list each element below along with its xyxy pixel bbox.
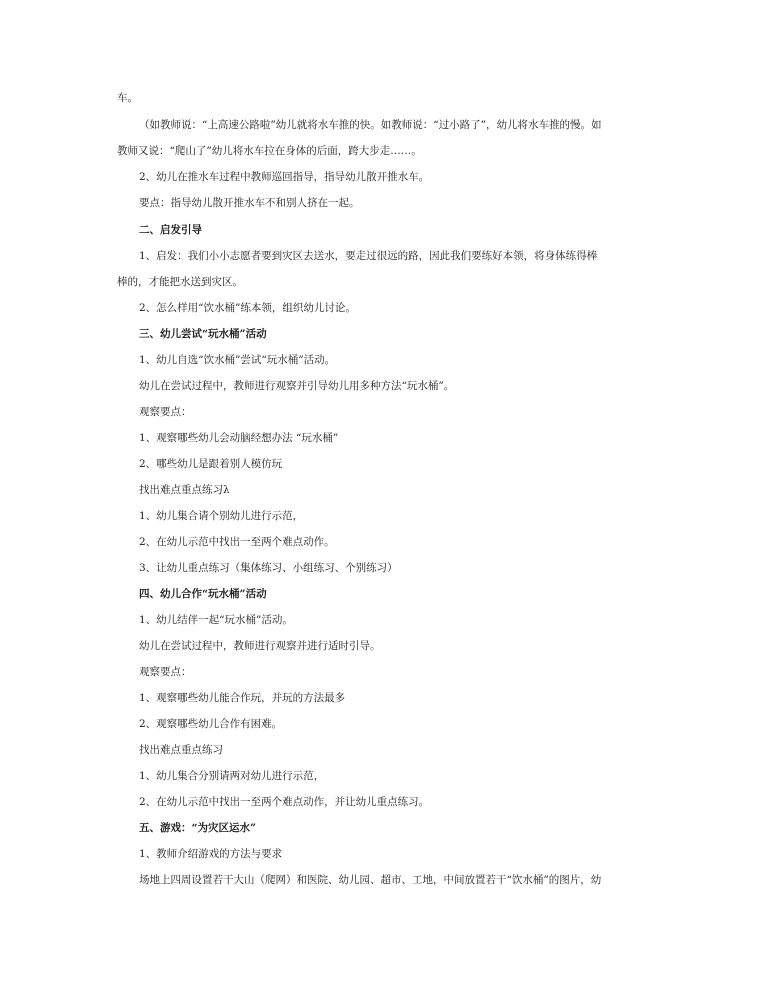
text-line: 棒的，才能把水送到灾区。 <box>117 276 243 288</box>
text-line: 场地上四周设置若干大山（爬网）和医院、幼儿园、超市、工地，中间放置若干“饮水桶”的图片，幼 <box>139 874 602 886</box>
text-line: 1、幼儿结伴一起“玩水桶”活动。 <box>139 614 293 626</box>
text-line: （如教师说：“上高速公路啦”幼儿就将水车推的快。如教师说：“过小路了”，幼儿将水车推的慢。如 <box>139 119 602 131</box>
text-line: 1、观察哪些幼儿能合作玩，并玩的方法最多 <box>139 692 346 704</box>
text-line: 观察要点： <box>139 666 192 678</box>
section-heading: 四、幼儿合作“玩水桶”活动 <box>139 588 267 600</box>
section-heading: 五、游戏：“为灾区运水” <box>139 822 257 834</box>
text-line: 2、观察哪些幼儿合作有困难。 <box>139 718 283 730</box>
text-line: 1、幼儿集合请个别幼儿进行示范， <box>139 510 304 522</box>
text-line: 1、观察哪些幼儿会动脑经想办法 “玩水桶” <box>139 432 339 444</box>
section-heading: 三、幼儿尝试“玩水桶”活动 <box>139 328 267 340</box>
text-line: 2、幼儿在推水车过程中教师巡回指导，指导幼儿散开推水车。 <box>139 171 430 183</box>
text-line: 幼儿在尝试过程中，教师进行观察并引导幼儿用多种方法“玩水桶”。 <box>139 380 455 392</box>
text-line: 车。 <box>117 92 138 104</box>
text-line: 找出难点重点练习λ <box>139 484 230 496</box>
text-line: 2、在幼儿示范中找出一至两个难点动作，并让幼儿重点练习。 <box>139 796 430 808</box>
text-line: 观察要点： <box>139 406 192 418</box>
text-line: 1、幼儿自选“饮水桶”尝试“玩水桶”活动。 <box>139 354 336 366</box>
text-line: 1、启发：我们小小志愿者要到灾区去送水，要走过很远的路，因此我们要练好本领，将身体练得棒 <box>139 250 598 262</box>
text-line: 2、怎么样用“饮水桶”练本领，组织幼儿讨论。 <box>139 302 356 314</box>
text-line: 2、哪些幼儿是跟着别人模仿玩 <box>139 458 283 470</box>
text-line: 2、在幼儿示范中找出一至两个难点动作。 <box>139 536 335 548</box>
text-line: 要点：指导幼儿散开推水车不和别人挤在一起。 <box>139 197 360 209</box>
text-line: 幼儿在尝试过程中，教师进行观察并进行适时引导。 <box>139 640 381 652</box>
section-heading: 二、启发引导 <box>139 224 202 236</box>
text-line: 1、幼儿集合分别请两对幼儿进行示范， <box>139 770 325 782</box>
text-line: 找出难点重点练习 <box>139 744 223 756</box>
text-line: 1、教师介绍游戏的方法与要求 <box>139 848 283 860</box>
text-line: 教师又说：“爬山了”幼儿将水车拉在身体的后面，跨大步走……。 <box>117 145 422 157</box>
text-line: 3、让幼儿重点练习（集体练习、小组练习、个别练习） <box>139 562 398 574</box>
